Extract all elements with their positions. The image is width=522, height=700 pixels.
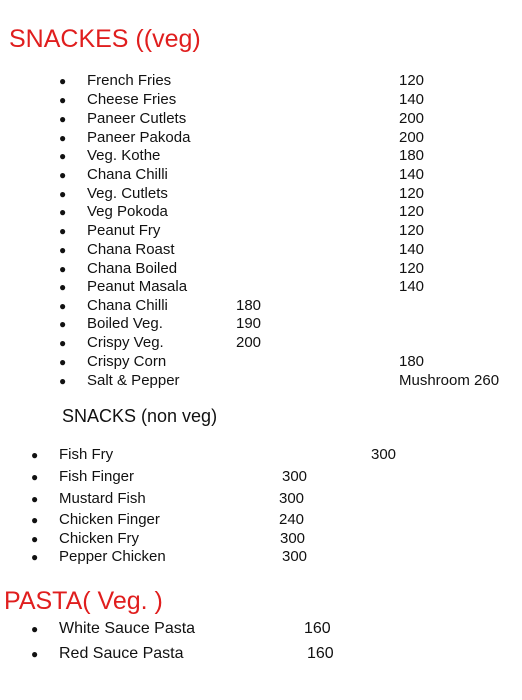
menu-item-name: Chicken Finger: [59, 511, 160, 528]
bullet-icon: ●: [59, 243, 67, 257]
bullet-icon: ●: [31, 550, 39, 564]
menu-item-price: 160: [307, 645, 334, 662]
menu-item-row: [0, 530, 522, 548]
menu-item-name: Cheese Fries: [87, 91, 177, 108]
section-title-snacks-non-veg: SNACKS (non veg): [62, 406, 218, 426]
menu-item-row: [0, 315, 522, 333]
menu-item-name: Paneer Cutlets: [87, 110, 187, 127]
menu-item-price: 160: [304, 620, 331, 637]
menu-item-name: Chana Roast: [87, 241, 175, 258]
menu-item-name: Veg Pokoda: [87, 203, 168, 220]
bullet-icon: ●: [59, 224, 67, 238]
menu-item-price: 140: [399, 278, 425, 295]
menu-item-name: Fish Finger: [59, 468, 135, 485]
bullet-icon: ●: [59, 262, 67, 276]
bullet-icon: ●: [59, 299, 67, 313]
menu-item-price: 120: [399, 72, 425, 89]
menu-item-row: [0, 166, 522, 184]
menu-item-row: [0, 185, 522, 203]
menu-item-name: Crispy Veg.: [87, 334, 164, 351]
menu-item-row: [0, 372, 522, 390]
menu-item-row: [0, 619, 522, 639]
menu-item-row: [0, 511, 522, 529]
menu-item-price: 300: [282, 468, 308, 485]
menu-item-price: 140: [399, 91, 425, 108]
bullet-icon: ●: [59, 374, 67, 388]
menu-item-price: 120: [399, 222, 425, 239]
menu-item-price: Mushroom 260: [399, 372, 500, 389]
menu-item-price: 200: [399, 110, 425, 127]
menu-item-row: [0, 446, 522, 464]
bullet-icon: ●: [59, 280, 67, 294]
menu-item-row: [0, 353, 522, 371]
menu-item-row: [0, 278, 522, 296]
menu-item-name: Mustard Fish: [59, 490, 146, 507]
bullet-icon: ●: [59, 149, 67, 163]
menu-item-row: [0, 147, 522, 165]
bullet-icon: ●: [31, 647, 39, 661]
menu-item-name: Chana Boiled: [87, 260, 178, 277]
menu-item-name: White Sauce Pasta: [59, 620, 196, 637]
menu-item-row: [0, 468, 522, 486]
menu-item-row: [0, 644, 522, 664]
menu-item-row: [0, 203, 522, 221]
menu-item-row: [0, 548, 522, 566]
bullet-icon: ●: [31, 622, 39, 636]
menu-item-name: Chana Chilli: [87, 166, 168, 183]
menu-item-name: Salt & Pepper: [87, 372, 180, 389]
bullet-icon: ●: [59, 336, 67, 350]
menu-item-row: [0, 222, 522, 240]
menu-item-name: Veg. Kothe: [87, 147, 161, 164]
bullet-icon: ●: [59, 93, 67, 107]
menu-item-price: 300: [280, 530, 306, 547]
bullet-icon: ●: [59, 112, 67, 126]
menu-item-price: 180: [399, 147, 425, 164]
menu-item-row: [0, 490, 522, 508]
menu-item-name: Chana Chilli: [87, 297, 168, 314]
menu-item-name: Paneer Pakoda: [87, 129, 191, 146]
menu-item-price: 120: [399, 185, 425, 202]
menu-item-price: 200: [236, 334, 262, 351]
menu-item-row: [0, 110, 522, 128]
bullet-icon: ●: [31, 448, 39, 462]
menu-item-name: Crispy Corn: [87, 353, 167, 370]
bullet-icon: ●: [59, 131, 67, 145]
menu-item-name: Veg. Cutlets: [87, 185, 168, 202]
menu-item-price: 190: [236, 315, 262, 332]
bullet-icon: ●: [31, 470, 39, 484]
menu-item-price: 300: [282, 548, 308, 565]
menu-item-price: 240: [279, 511, 305, 528]
menu-item-name: Peanut Masala: [87, 278, 188, 295]
menu-item-price: 120: [399, 203, 425, 220]
menu-item-price: 140: [399, 166, 425, 183]
menu-item-price: 140: [399, 241, 425, 258]
menu-item-name: Peanut Fry: [87, 222, 161, 239]
bullet-icon: ●: [59, 317, 67, 331]
menu-item-name: Pepper Chicken: [59, 548, 166, 565]
menu-item-row: [0, 260, 522, 278]
menu-item-name: Fish Fry: [59, 446, 114, 463]
bullet-icon: ●: [31, 532, 39, 546]
bullet-icon: ●: [59, 168, 67, 182]
menu-item-name: Chicken Fry: [59, 530, 140, 547]
menu-item-row: [0, 129, 522, 147]
bullet-icon: ●: [59, 205, 67, 219]
section-title-snacks-veg: SNACKES ((veg): [9, 25, 201, 53]
menu-item-name: Boiled Veg.: [87, 315, 163, 332]
menu-item-price: 300: [371, 446, 397, 463]
menu-item-price: 300: [279, 490, 305, 507]
menu-item-name: French Fries: [87, 72, 172, 89]
menu-item-row: [0, 91, 522, 109]
section-title-pasta-veg: PASTA( Veg. ): [4, 587, 163, 615]
menu-item-row: [0, 297, 522, 315]
menu-item-row: [0, 72, 522, 90]
menu-item-price: 180: [399, 353, 425, 370]
bullet-icon: ●: [31, 492, 39, 506]
menu-item-price: 200: [399, 129, 425, 146]
bullet-icon: ●: [59, 74, 67, 88]
menu-item-price: 120: [399, 260, 425, 277]
menu-item-name: Red Sauce Pasta: [59, 645, 184, 662]
menu-item-row: [0, 334, 522, 352]
bullet-icon: ●: [59, 187, 67, 201]
menu-item-row: [0, 241, 522, 259]
bullet-icon: ●: [31, 513, 39, 527]
bullet-icon: ●: [59, 355, 67, 369]
menu-item-price: 180: [236, 297, 262, 314]
